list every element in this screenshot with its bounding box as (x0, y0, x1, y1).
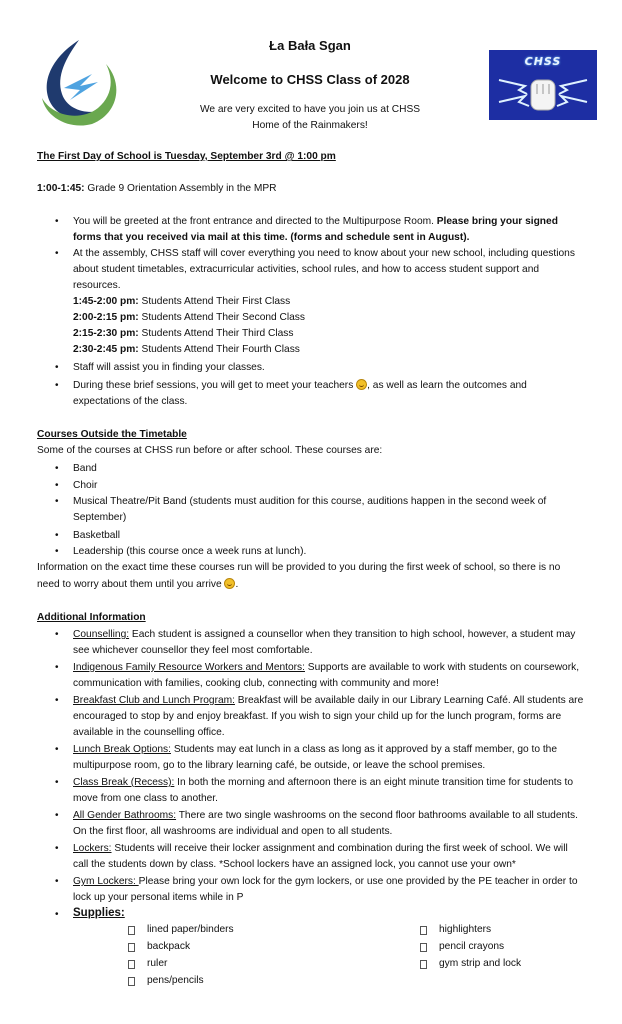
courses-heading: Courses Outside the Timetable (37, 429, 187, 440)
info-item-line: encouraged to stop by and enjoy breakfast. If you wish to sign your child up for the lunch program, forms are (73, 711, 562, 722)
info-item-lunch (73, 742, 593, 758)
bullet-2-line-1: At the assembly, CHSS staff will cover everything you need to know about your new school, including questions (73, 248, 575, 259)
supply-item: gym strip and lock (439, 958, 522, 969)
schedule-time: 2:15-2:30 pm: (73, 328, 139, 339)
bullet (55, 841, 63, 857)
supplies-label: Supplies: (73, 907, 125, 919)
info-label: Class Break (Recess): (73, 777, 175, 788)
info-item-gym-lockers (73, 874, 593, 890)
bullet (55, 808, 63, 824)
info-text: Please bring your own lock for the gym lockers, or use one provided by the PE teacher in order to (138, 876, 578, 887)
bullet (55, 660, 63, 676)
course-item: Band (73, 463, 97, 474)
bullet (55, 544, 63, 560)
bullet (55, 907, 63, 923)
supply-item: lined paper/binders (147, 924, 234, 935)
course-item: Leadership (this course once a week runs at lunch). (73, 546, 307, 557)
bullet-1-bold: Please bring your signed (436, 216, 558, 227)
assembly-time: 1:00-1:45: (37, 183, 85, 194)
schedule-time: 2:00-2:15 pm: (73, 312, 139, 323)
info-text: In both the morning and afternoon there is an eight minute transition time for students to (174, 777, 574, 788)
info-label: Lunch Break Options: (73, 744, 171, 755)
checkbox-icon (420, 960, 427, 969)
school-logo-icon (34, 36, 124, 128)
bullet (55, 461, 63, 477)
courses-outro-text: need to worry about them until you arrive (37, 579, 225, 590)
bullet (55, 494, 63, 510)
checkbox-icon (420, 926, 427, 935)
info-text: Each student is assigned a counsellor when they transition to high school, however, a student may (129, 629, 576, 640)
info-label: Gym Lockers: (73, 876, 139, 887)
info-item-lockers (73, 841, 593, 857)
bullet (55, 693, 63, 709)
info-item-line: available in the counselling office. (73, 727, 225, 738)
info-item-bathrooms (73, 808, 593, 824)
bullet (55, 378, 63, 394)
subtitle-line-1: We are very excited to have you join us at CHSS (199, 104, 421, 115)
schedule-text: Students Attend Their Second Class (138, 312, 305, 323)
checkbox-icon (128, 943, 135, 952)
fist-lightning-icon (489, 50, 597, 120)
info-item-line: On the first floor, all washrooms are individual and open to all students. (73, 826, 393, 837)
schedule-row (73, 326, 593, 342)
info-label: All Gender Bathrooms: (73, 810, 177, 821)
info-item-line: move from one class to another. (73, 793, 218, 804)
info-text: Breakfast will be available daily in our Library Learning Café. All students are (234, 695, 584, 706)
schedule-row (73, 310, 593, 326)
bullet (55, 775, 63, 791)
courses-outro-line-1: Information on the exact time these courses run will be provided to you during the first week of school, so there is no (37, 562, 561, 573)
info-label: Breakfast Club and Lunch Program: (73, 695, 235, 706)
course-item: Musical Theatre/Pit Band (students must audition for this course, auditions happen in the second week of (73, 496, 547, 507)
bullet-4-line-2: expectations of the class. (73, 396, 188, 407)
info-text: Supports are available to work with students on coursework, (304, 662, 580, 673)
courses-outro-line-2: need to worry about them until you arrive . (37, 579, 239, 590)
bullet-4-text-after: , as well as learn the outcomes and (367, 380, 527, 391)
schedule-row (73, 342, 593, 358)
info-item-line: lock up your personal items while in P (73, 892, 244, 903)
supply-item: ruler (147, 958, 168, 969)
info-label: Indigenous Family Resource Workers and Mentors: (73, 662, 305, 673)
assembly-text: Grade 9 Orientation Assembly in the MPR (84, 183, 277, 194)
bullet-4-text: During these brief sessions, you will get to meet your teachers (73, 380, 357, 391)
checkbox-icon (128, 926, 135, 935)
checkbox-icon (128, 977, 135, 986)
course-item: Basketball (73, 530, 121, 541)
bullet (55, 478, 63, 494)
chss-logo (489, 50, 597, 120)
subtitle-line-2: Home of the Rainmakers! (252, 120, 368, 131)
schedule-time: 1:45-2:00 pm: (73, 296, 139, 307)
course-item-continued: September) (73, 512, 127, 523)
info-item-line: multipurpose room, go to the library learning café, be outside, or leave the school premises. (73, 760, 486, 771)
checkbox-icon (128, 960, 135, 969)
supply-item: backpack (147, 941, 191, 952)
info-text: There are two single washrooms on the second floor bathrooms available to all students. (176, 810, 578, 821)
info-label: Lockers: (73, 843, 112, 854)
schedule-time: 2:30-2:45 pm: (73, 344, 139, 355)
schedule-text: Students Attend Their Fourth Class (138, 344, 300, 355)
course-item: Choir (73, 480, 98, 491)
bullet-2-line-3: resources. (73, 280, 121, 291)
info-label: Counselling: (73, 629, 130, 640)
assembly-line (37, 181, 597, 197)
info-item-indigenous (73, 660, 593, 676)
smiley-icon (356, 379, 367, 390)
school-name: Ła Bała Sgan (269, 38, 351, 53)
courses-intro: Some of the courses at CHSS run before or after school. These courses are: (37, 445, 383, 456)
bullet (55, 874, 63, 890)
info-item-recess (73, 775, 593, 791)
bullet-4-line-1 (73, 378, 593, 394)
schedule-text: Students Attend Their First Class (138, 296, 291, 307)
info-item-line: call the students down by class. *School lockers have an assigned lock, you cannot use your own* (73, 859, 516, 870)
bullet (55, 246, 63, 262)
info-item-line: see whichever counsellor they feel most comfortable. (73, 645, 313, 656)
schedule-row (73, 294, 593, 310)
info-text: Students will receive their locker assignment and combination during the first week of school. We will (111, 843, 568, 854)
bullet-1-line-2: forms that you received via mail at this time. (forms and schedule sent in August). (73, 232, 470, 243)
bullet (55, 360, 63, 376)
bullet (55, 627, 63, 643)
additional-heading: Additional Information (37, 612, 146, 623)
smiley-icon (224, 578, 235, 589)
first-day-heading: The First Day of School is Tuesday, September 3rd @ 1:00 pm (37, 151, 336, 162)
bullet-1-line-1 (73, 214, 593, 230)
supply-item: highlighters (439, 924, 492, 935)
schedule-text: Students Attend Their Third Class (138, 328, 294, 339)
bullet (55, 742, 63, 758)
info-item-line: communication with families, cooking club, connecting with community and more! (73, 678, 439, 689)
chss-logo-text: CHSS (524, 55, 562, 68)
bullet-1-text: You will be greeted at the front entrance and directed to the Multipurpose Room. (73, 216, 437, 227)
page-title: Welcome to CHSS Class of 2028 (210, 72, 410, 87)
bullet (55, 214, 63, 230)
supply-item: pencil crayons (439, 941, 505, 952)
bullet (55, 528, 63, 544)
bullet-2-line-2: about student timetables, extracurricular activities, school rules, and how to access student support and (73, 264, 540, 275)
checkbox-icon (420, 943, 427, 952)
info-item-breakfast (73, 693, 593, 709)
bullet-3-text: Staff will assist you in finding your classes. (73, 362, 265, 373)
info-text: Students may eat lunch in a class as long as it approved by a staff member, go to the (170, 744, 558, 755)
supply-item: pens/pencils (147, 975, 204, 986)
info-item-counselling (73, 627, 593, 643)
